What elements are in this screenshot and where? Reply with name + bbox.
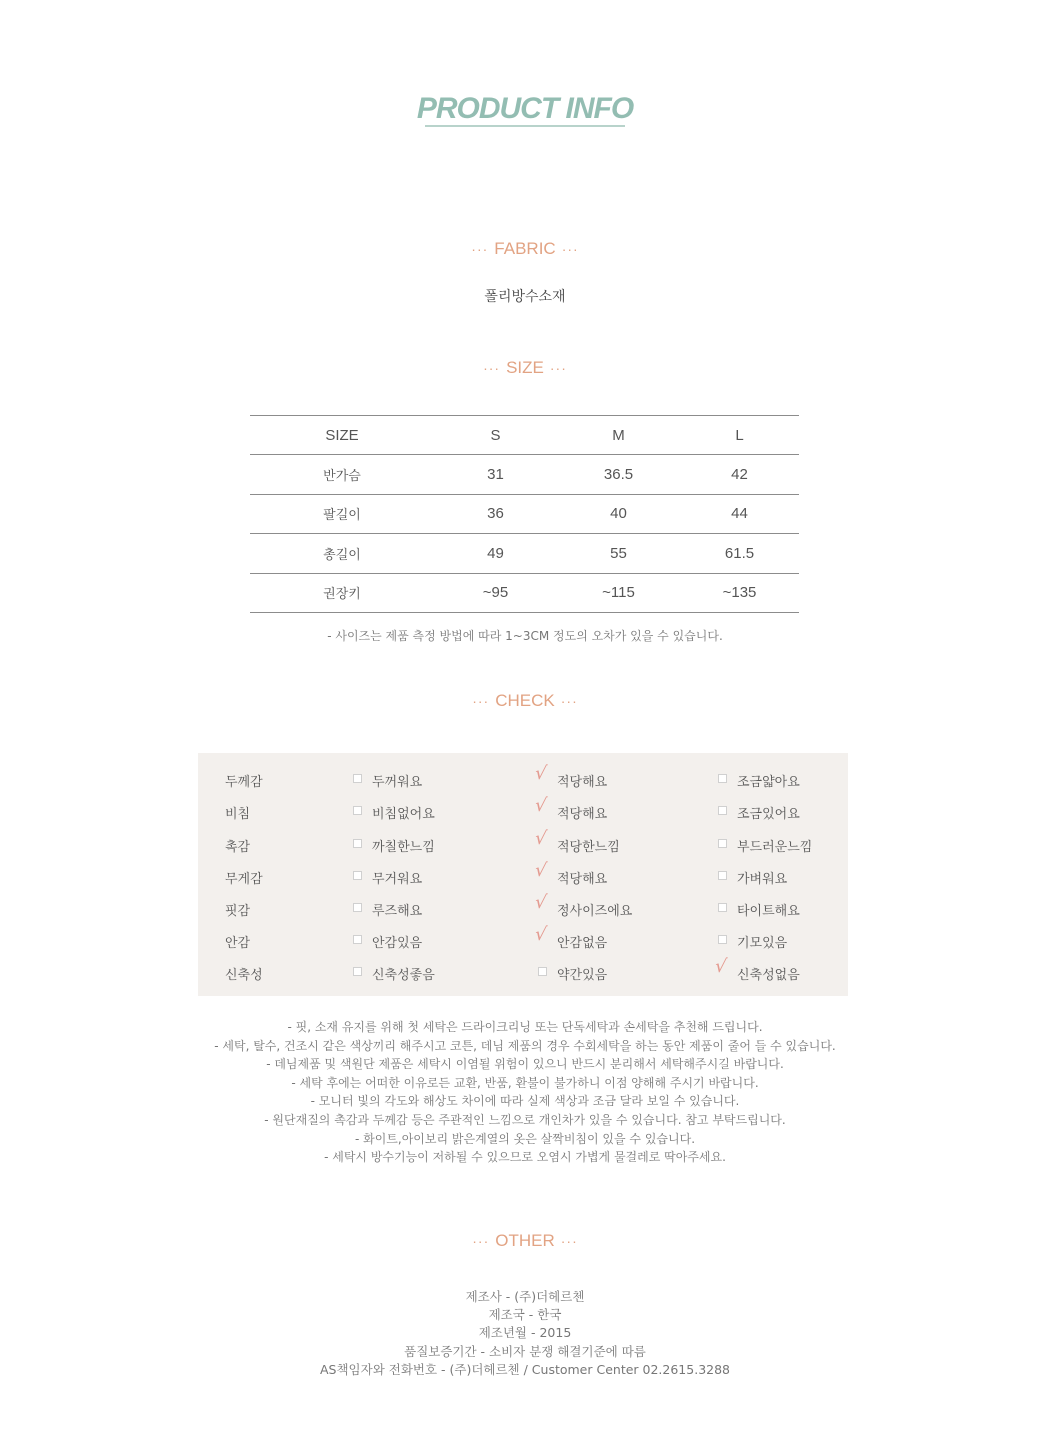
check-option-label: 안감없음 [557,936,608,951]
check-row [198,795,848,822]
size-cell: 36.5 [557,455,680,494]
heading-dots-left: ··· [471,241,489,257]
checkbox-icon[interactable] [353,774,362,783]
check-option-label: 조금얇아요 [737,775,800,790]
size-table-header-row [250,416,799,455]
care-note-line: - 데님제품 및 색원단 제품은 세탁시 이염될 위험이 있으니 반드시 분리해서 세탁해주시길 바랍니다. [266,1057,784,1072]
table-row [250,573,799,612]
check-option-label: 가벼워요 [737,872,788,887]
heading-dots-right: ··· [561,241,579,257]
size-cell: ~115 [557,573,680,612]
check-row-label: 안감 [225,936,251,951]
check-row-label: 비침 [225,807,251,822]
check-option-label: 루즈해요 [372,904,423,919]
check-row [198,956,848,983]
check-option-label: 까칠한느낌 [372,840,435,855]
size-row-label: 권장키 [250,573,434,612]
size-cell: ~135 [680,573,799,612]
manufacturer-info [0,1288,1050,1379]
size-cell: 31 [434,455,557,494]
checkmark-icon: √ [533,795,548,816]
check-option-label: 약간있음 [557,968,608,983]
checkbox-icon[interactable] [538,967,547,976]
size-cell: 44 [680,494,799,533]
check-option-label: 적당해요 [557,807,608,822]
check-row [198,924,848,951]
size-note: - 사이즈는 제품 측정 방법에 따라 1~3CM 정도의 오차가 있을 수 있습니다. [327,629,723,643]
check-option-label: 부드러운느낌 [737,840,813,855]
size-table [250,415,799,613]
table-row [250,494,799,533]
check-panel [198,753,848,996]
check-heading-label: CHECK [495,691,555,710]
checkmark-icon: √ [533,892,548,913]
checkbox-icon[interactable] [353,935,362,944]
size-row-label: 팔길이 [250,494,434,533]
table-row [250,534,799,573]
checkbox-icon[interactable] [718,806,727,815]
size-cell: 61.5 [680,534,799,573]
fabric-value: 폴리방수소재 [484,289,566,305]
heading-dots-left: ··· [483,360,501,376]
size-heading-label: SIZE [506,358,544,377]
check-option-label: 적당해요 [557,872,608,887]
checkbox-icon[interactable] [718,774,727,783]
check-option-label: 비침없어요 [372,807,435,822]
check-option-label: 적당한느낌 [557,840,620,855]
size-header-cell: M [557,416,680,455]
check-option-label: 기모있음 [737,936,788,951]
check-row-label: 두께감 [225,775,263,790]
check-option-label: 조금있어요 [737,807,800,822]
size-cell: 42 [680,455,799,494]
care-note-line: - 세탁 후에는 어떠한 이유로든 교환, 반품, 환불이 불가하니 이점 양해해 주시기 바랍니다. [291,1075,759,1090]
checkbox-icon[interactable] [718,935,727,944]
check-option-label: 무거워요 [372,872,423,887]
size-row-label: 총길이 [250,534,434,573]
size-header-cell: SIZE [250,416,434,455]
other-info-line: 제조년월 - 2015 [478,1325,572,1341]
check-row-label: 신축성 [225,968,263,983]
checkbox-icon[interactable] [353,871,362,880]
check-option-label: 신축성좋음 [372,968,435,983]
other-heading [0,1231,1050,1251]
size-row-label: 반가슴 [250,455,434,494]
check-row [198,892,848,919]
check-option-label: 적당해요 [557,775,608,790]
fabric-heading-label: FABRIC [494,239,556,258]
check-row [198,860,848,887]
size-cell: ~95 [434,573,557,612]
checkbox-icon[interactable] [718,839,727,848]
heading-dots-left: ··· [472,1233,490,1249]
size-header-cell: L [680,416,799,455]
care-note-line: - 세탁, 탈수, 건조시 같은 색상끼리 해주시고 코튼, 데님 제품의 경우 수회세탁을 하는 동안 제품이 줄어 들 수 있습니다. [214,1038,836,1053]
check-option-label: 정사이즈에요 [557,904,633,919]
fabric-heading [0,239,1050,259]
size-cell: 55 [557,534,680,573]
check-option-label: 타이트해요 [737,904,800,919]
heading-dots-right: ··· [549,360,567,376]
heading-dots-right: ··· [560,693,578,709]
care-note-line: - 화이트,아이보리 밝은계열의 옷은 살짝비침이 있을 수 있습니다. [354,1131,696,1146]
check-heading [0,691,1050,711]
check-row [198,828,848,855]
heading-dots-left: ··· [472,693,490,709]
other-heading-label: OTHER [495,1231,555,1250]
size-cell: 40 [557,494,680,533]
care-notes [0,1018,1050,1167]
checkbox-icon[interactable] [718,871,727,880]
other-info-line: 제조사 - (주)더헤르첸 [465,1289,585,1304]
title-underline [425,125,625,127]
checkbox-icon[interactable] [353,903,362,912]
checkmark-icon: √ [533,924,548,945]
size-cell: 49 [434,534,557,573]
size-heading [0,358,1050,378]
checkbox-icon[interactable] [353,839,362,848]
checkmark-icon: √ [533,860,548,881]
page-title: PRODUCT INFO [416,92,634,125]
care-note-line: - 세탁시 방수기능이 저하될 수 있으므로 오염시 가볍게 물걸레로 딱아주세요. [324,1150,726,1165]
checkmark-icon: √ [713,956,728,977]
checkbox-icon[interactable] [718,903,727,912]
checkbox-icon[interactable] [353,967,362,976]
check-row [198,763,848,790]
size-cell: 36 [434,494,557,533]
care-note-line: - 핏, 소재 유지를 위해 첫 세탁은 드라이크리닝 또는 단독세탁과 손세탁을 추천해 드립니다. [287,1020,763,1034]
other-info-line: AS책임자와 전화번호 - (주)더헤르첸 / Customer Center 02.2615.3288 [319,1361,730,1377]
other-info-line: 제조국 - 한국 [488,1307,562,1323]
check-row-label: 핏감 [225,904,251,919]
size-header-cell: S [434,416,557,455]
table-row [250,455,799,494]
check-row-label: 무게감 [225,872,263,887]
care-note-line: - 원단재질의 촉감과 두께감 등은 주관적인 느낌으로 개인차가 있을 수 있습니다. 참고 부탁드립니다. [264,1112,786,1127]
checkmark-icon: √ [533,828,548,849]
checkmark-icon: √ [533,763,548,784]
check-option-label: 신축성없음 [737,968,800,983]
heading-dots-right: ··· [560,1233,578,1249]
checkbox-icon[interactable] [353,806,362,815]
check-option-label: 안감있음 [372,936,423,951]
other-info-line: 품질보증기간 - 소비자 분쟁 해결기준에 따름 [404,1343,646,1359]
check-option-label: 두꺼워요 [372,775,423,790]
care-note-line: - 모니터 빛의 각도와 해상도 차이에 따라 실제 색상과 조금 달라 보일 수 있습니다. [310,1094,740,1109]
check-row-label: 촉감 [225,840,251,855]
